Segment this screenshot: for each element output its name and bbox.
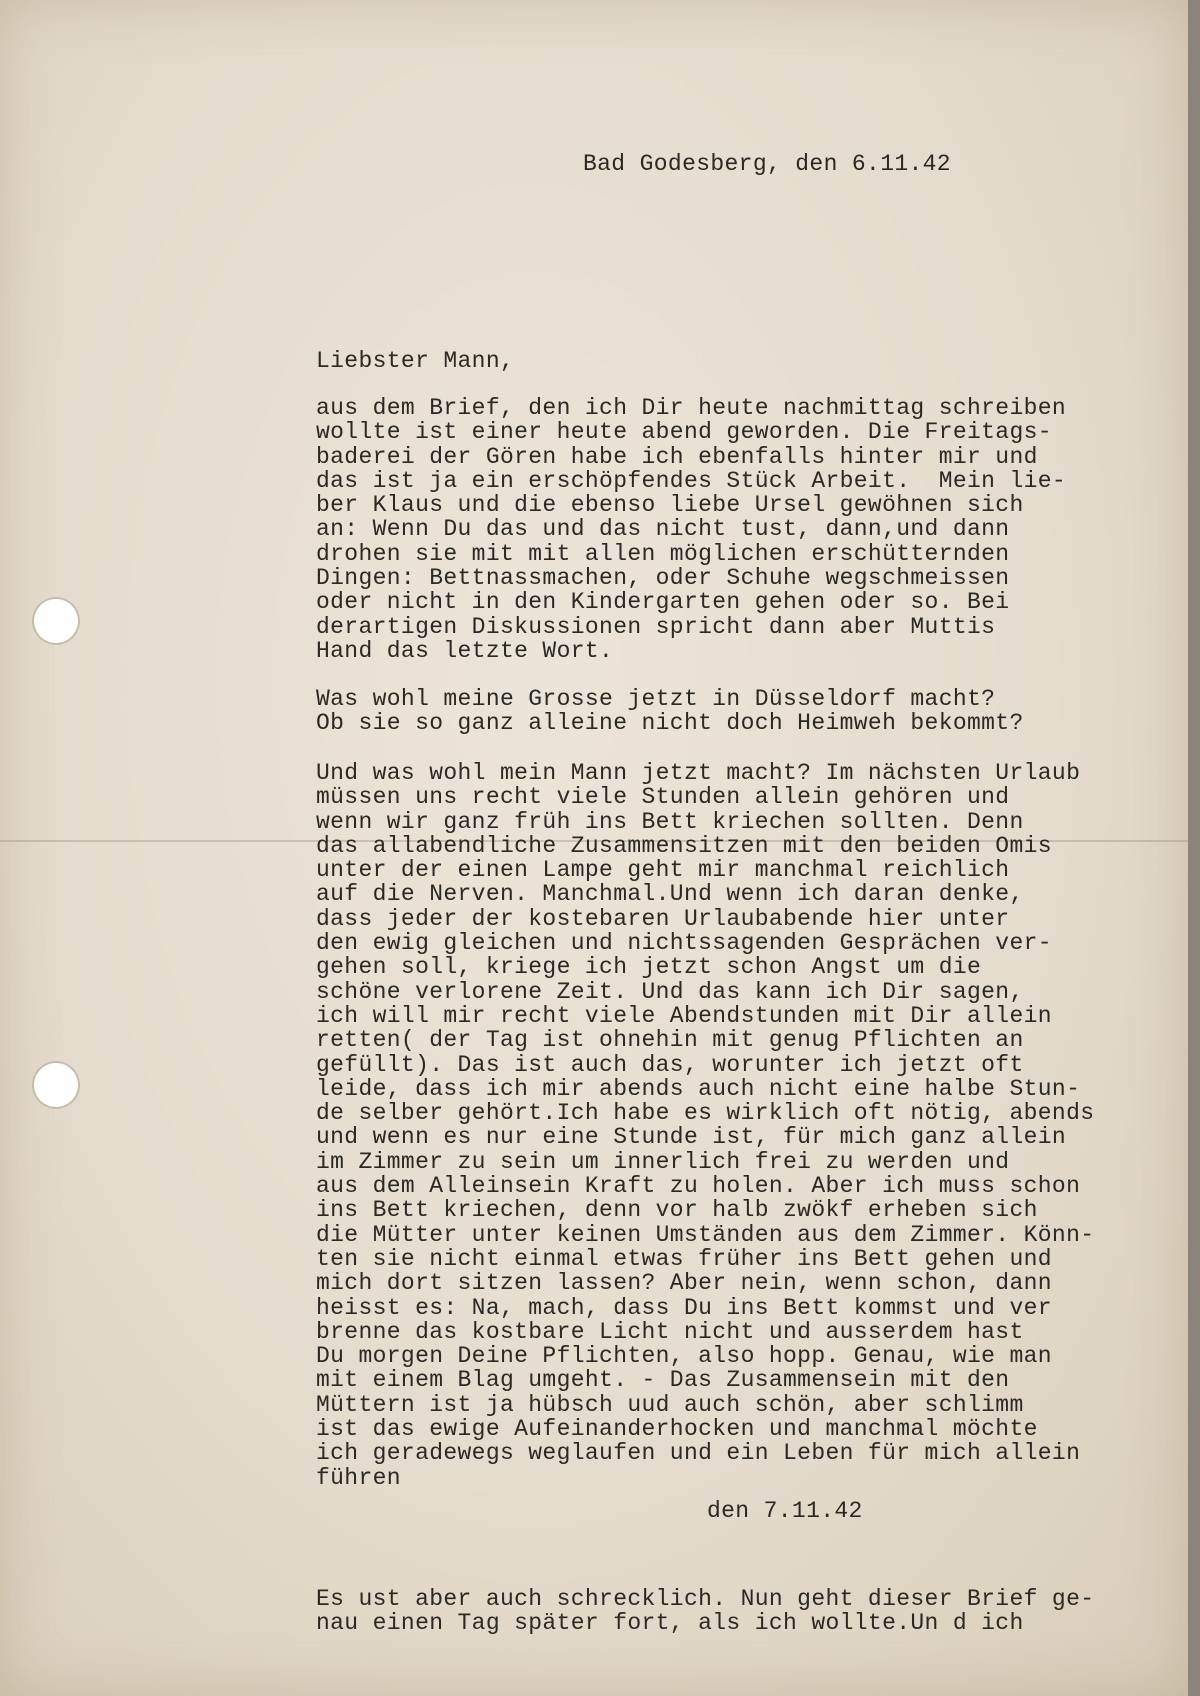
letter-paragraph-2: Was wohl meine Grosse jetzt in Düsseldorf macht? Ob sie so ganz alleine nicht doch Heimweh bekommt? [316, 686, 1024, 737]
letter-paragraph-4: Es ust aber auch schrecklich. Nun geht dieser Brief ge- nau einen Tag später fort, als ich wollte.Un d ich [316, 1586, 1095, 1637]
punch-hole-bottom [34, 1063, 78, 1107]
page-edge [1188, 0, 1200, 1696]
letter-second-date: den 7.11.42 [707, 1498, 863, 1524]
punch-hole-top [34, 599, 78, 643]
letter-paragraph-3: Und was wohl mein Mann jetzt macht? Im nächsten Urlaub müssen uns recht viele Stunden allein gehören und wenn wir ganz früh ins Bett kriechen sollten. Denn das allabendliche Zusammensitzen mit den beiden Omis unter der einen Lampe geht mir manchmal reichlich auf die Nerven. Manchmal.Und wenn ich daran denke, dass jeder der kostebaren Urlaubabende hier unter den ewig gleichen und nichtssagenden Gesprächen ver- gehen soll, kriege ich jetzt schon Angst um die schöne verlorene Zeit. Und das kann ich Dir sagen, ich will mir recht viele Abendstunden mit Dir allein retten( der Tag ist ohnehin mit genug Pflichten an gefüllt). Das ist auch das, worunter ich jetzt oft leide, dass ich mir abends auch nicht eine halbe Stun- de selber gehört.Ich habe es wirklich oft nötig, abends und wenn es nur eine Stunde ist, für mich ganz allein im Zimmer zu sein um innerlich frei zu werden und aus dem Alleinsein Kraft zu holen. Aber ich muss schon ins Bett kriechen, denn vor halb zwökf erheben sich die Mütter unter keinen Umständen aus dem Zimmer. Könn- ten sie nicht einmal etwas früher ins Bett gehen und mich dort sitzen lassen? Aber nein, wenn schon, dann heisst es: Na, mach, dass Du ins Bett kommst und ver brenne das kostbare Licht nicht und ausserdem hast Du morgen Deine Pflichten, also hopp. Genau, wie man mit einem Blag umgeht. - Das Zusammensein mit den Müttern ist ja hübsch uud auch schön, aber schlimm ist das ewige Aufeinanderhocken und manchmal möchte ich geradewegs weglaufen und ein Leben für mich allein führen [316, 760, 1095, 1491]
letter-paragraph-1: aus dem Brief, den ich Dir heute nachmittag schreiben wollte ist einer heute abend geworden. Die Freitags- baderei der Gören habe ich ebenfalls hinter mir und das ist ja ein erschöpfendes Stück Arbeit. Mein lie- ber Klaus und die ebenso liebe Ursel gewöhnen sich an: Wenn Du das und das nicht tust, dann,und dann drohen sie mit mit allen möglichen erschütternden Dingen: Bettnassmachen, oder Schuhe wegschmeissen oder nicht in den Kindergarten gehen oder so. Bei derartigen Diskussionen spricht dann aber Muttis Hand das letzte Wort. [316, 395, 1067, 664]
letter-place-date: Bad Godesberg, den 6.11.42 [583, 151, 951, 177]
letter-salutation: Liebster Mann, [316, 348, 515, 374]
